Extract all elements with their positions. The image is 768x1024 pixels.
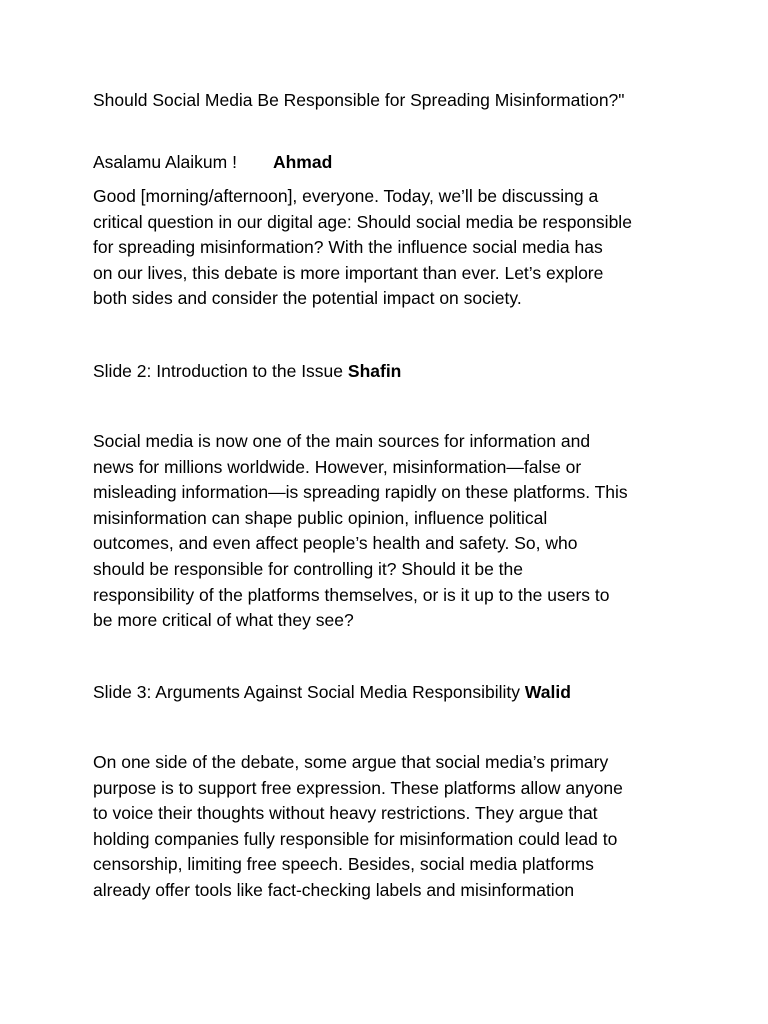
paragraph-line: critical question in our digital age: Should social media be responsible bbox=[93, 211, 632, 232]
slide2-heading bbox=[93, 359, 693, 383]
greeting-line bbox=[93, 150, 693, 174]
paragraph-line: misinformation can shape public opinion, influence political bbox=[93, 507, 548, 528]
paragraph-line: censorship, limiting free speech. Besides, social media platforms bbox=[93, 854, 594, 875]
slide2-heading-text: Slide 2: Introduction to the Issue bbox=[93, 361, 348, 381]
paragraph-line: both sides and consider the potential impact on society. bbox=[93, 288, 522, 309]
slide2-paragraph bbox=[93, 429, 693, 634]
paragraph-line: misleading information—is spreading rapidly on these platforms. This bbox=[93, 482, 628, 503]
paragraph-line: Social media is now one of the main sources for information and bbox=[93, 431, 591, 451]
paragraph-line: should be responsible for controlling it? Should it be the bbox=[93, 558, 523, 579]
paragraph-line: for spreading misinformation? With the influence social media has bbox=[93, 237, 603, 258]
paragraph-line: holding companies fully responsible for misinformation could lead to bbox=[93, 828, 618, 849]
greeting-speaker-name: Ahmad bbox=[272, 152, 333, 172]
greeting-text: Asalamu Alaikum ! bbox=[93, 152, 237, 172]
paragraph-line: to voice their thoughts without heavy restrictions. They argue that bbox=[93, 803, 598, 824]
document-title bbox=[93, 88, 693, 112]
paragraph-line: on our lives, this debate is more important than ever. Let’s explore bbox=[93, 262, 604, 283]
slide3-heading-text: Slide 3: Arguments Against Social Media Responsibility bbox=[93, 682, 525, 702]
slide3-speaker-name: Walid bbox=[524, 682, 571, 702]
slide3-paragraph bbox=[93, 750, 693, 904]
intro-paragraph bbox=[93, 184, 693, 312]
title-text: Should Social Media Be Responsible for Spreading Misinformation?" bbox=[93, 90, 625, 110]
paragraph-line: outcomes, and even affect people’s health and safety. So, who bbox=[93, 533, 578, 554]
paragraph-line: be more critical of what they see? bbox=[93, 610, 354, 631]
paragraph-line: purpose is to support free expression. These platforms allow anyone bbox=[93, 777, 623, 798]
paragraph-line: Good [morning/afternoon], everyone. Today, we’ll be discussing a bbox=[93, 186, 599, 206]
paragraph-line: responsibility of the platforms themselves, or is it up to the users to bbox=[93, 584, 610, 605]
slide3-heading bbox=[93, 680, 693, 704]
paragraph-line: news for millions worldwide. However, misinformation—false or bbox=[93, 456, 582, 477]
slide2-speaker-name: Shafin bbox=[347, 361, 402, 381]
paragraph-line: already offer tools like fact-checking labels and misinformation bbox=[93, 879, 575, 900]
paragraph-line: On one side of the debate, some argue that social media’s primary bbox=[93, 752, 609, 772]
